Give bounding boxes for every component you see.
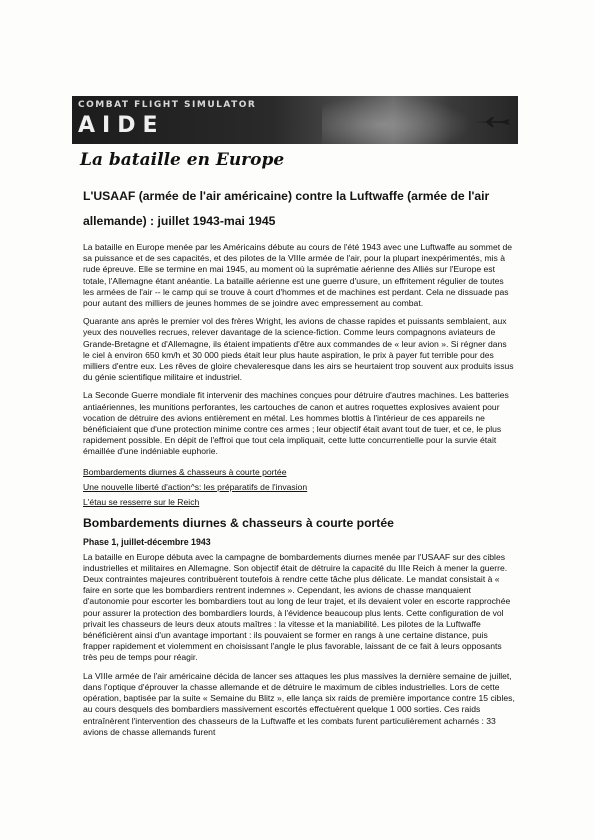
banner-cloud-decoration bbox=[322, 96, 472, 144]
section-2-paragraph: La VIIIe armée de l'air américaine décida de lancer ses attaques les plus massives la dernière semaine de juillet, dans l'optique d'éprouver la chasse allemande et de détruire le maximum de cibles industrielles. Lors de cette opération, baptisée par la suite « Semaine du Blitz », elle lança six raids de première importance contre 15 cibles, au cours desquels des bombardiers massivement escortés effectuèrent quelque 1 000 sorties. Ces raids entraînèrent l'intervention des chasseurs de la Luftwaffe et les combats furent particulièrement acharnés : 33 avions de chasse allemands furent bbox=[83, 670, 515, 737]
article-content bbox=[83, 184, 515, 745]
section-2-title: Bombardements diurnes & chasseurs à courte portée bbox=[83, 515, 394, 530]
link-daytime-bombing[interactable]: Bombardements diurnes & chasseurs à courte portée bbox=[83, 466, 287, 477]
section-1-paragraph: Quarante ans après le premier vol des frères Wright, les avions de chasse rapides et puissants semblaient, aux yeux des nouvelles recrues, relever davantage de la science-fiction. Comme leurs compagnons aviateurs de Grande-Bretagne et d'Allemagne, ils étaient impatients d'être aux commandes de « leur avion ». Si régner dans le ciel à environ 650 km/h et 30 000 pieds était leur plus haute aspiration, le prix à payer fut terrible pour des milliers d'entre eux. Les rêves de gloire chevaleresque dans les airs se heurtaient trop souvent aux produits issus du génie scientifique militaire et industriel. bbox=[83, 316, 514, 383]
section-links bbox=[83, 465, 515, 510]
airplane-icon bbox=[472, 116, 512, 128]
link-reich-tightening[interactable]: L'étau se resserre sur le Reich bbox=[83, 496, 200, 507]
section-1-paragraph: La bataille en Europe menée par les Américains débute au cours de l'été 1943 avec une Luftwaffe au sommet de sa puissance et de ses capacités, et des pilotes de la VIIIe armée de l'air, pour la plupart inexpérimentés, mis à rude épreuve. Elle se termine en mai 1945, au moment où la suprématie aérienne des Alliés sur l'Europe est totale, l'Allemagne étant anéantie. La bataille aérienne est une guerre d'usure, un effritement régulier de toutes les armées de l'air -- le camp qui se trouve à court d'hommes et de machines est perdant. Cela ne dissuade pas pour autant des milliers de jeunes hommes de se joindre avec empressement au combat. bbox=[83, 242, 513, 309]
page-heading: La bataille en Europe bbox=[80, 150, 285, 170]
banner-subtitle: COMBAT FLIGHT SIMULATOR bbox=[78, 100, 257, 110]
link-invasion-preparation[interactable]: Une nouvelle liberté d'action^s: les préparatifs de l'invasion bbox=[83, 481, 308, 492]
help-banner bbox=[72, 96, 518, 144]
section-1-title: L'USAAF (armée de l'air américaine) contre la Luftwaffe (armée de l'air allemande) : juillet 1943-mai 1945 bbox=[83, 189, 490, 228]
banner-title: AIDE bbox=[78, 113, 165, 138]
section-2-paragraph: La bataille en Europe débuta avec la campagne de bombardements diurnes menée par l'USAAF sur des cibles industrielles et militaires en Allemagne. Son objectif était de détruire la capacité du IIIe Reich à mener la guerre. Deux contraintes majeures contribuèrent toutefois à rendre cette tâche plus délicate. Le mandat consistait à « faire en sorte que les bombardiers rentrent indemnes ». Cependant, les avions de chasse manquaient d'autonomie pour escorter les bombardiers tout au long de leur trajet, et ils devaient voler en escorte rapprochée pour assurer la protection des bombardiers lourds, à l'évidence beaucoup plus lents. Cette configuration de vol privait les chasseurs de leurs deux atouts maîtres : la vitesse et la maniabilité. Les pilotes de la Luftwaffe bénéficièrent ainsi d'un avantage important : ils pouvaient se former en rangs à une certaine distance, puis frapper rapidement et violemment en choisissant l'angle le plus favorable, laissant de ce fait à leurs opposants très peu de temps pour réagir. bbox=[83, 551, 511, 663]
phase-1-heading: Phase 1, juillet-décembre 1943 bbox=[83, 536, 211, 547]
section-1-paragraph: La Seconde Guerre mondiale fit intervenir des machines conçues pour détruire d'autres machines. Les batteries antiaériennes, les munitions perforantes, les cartouches de canon et autres roquettes explosives avaient pour vocation de détruire des avions entièrement en métal. Les hommes blottis à l'intérieur de ces appareils ne bénéficiaient que d'une protection minime contre ces armes ; leur objectif était avant tout de tuer, et ce, le plus rapidement possible. En dépit de l'effroi que tout cela impliquait, cette lutte concurrentielle pour la survie était émaillée d'une indéniable euphorie. bbox=[83, 390, 509, 457]
